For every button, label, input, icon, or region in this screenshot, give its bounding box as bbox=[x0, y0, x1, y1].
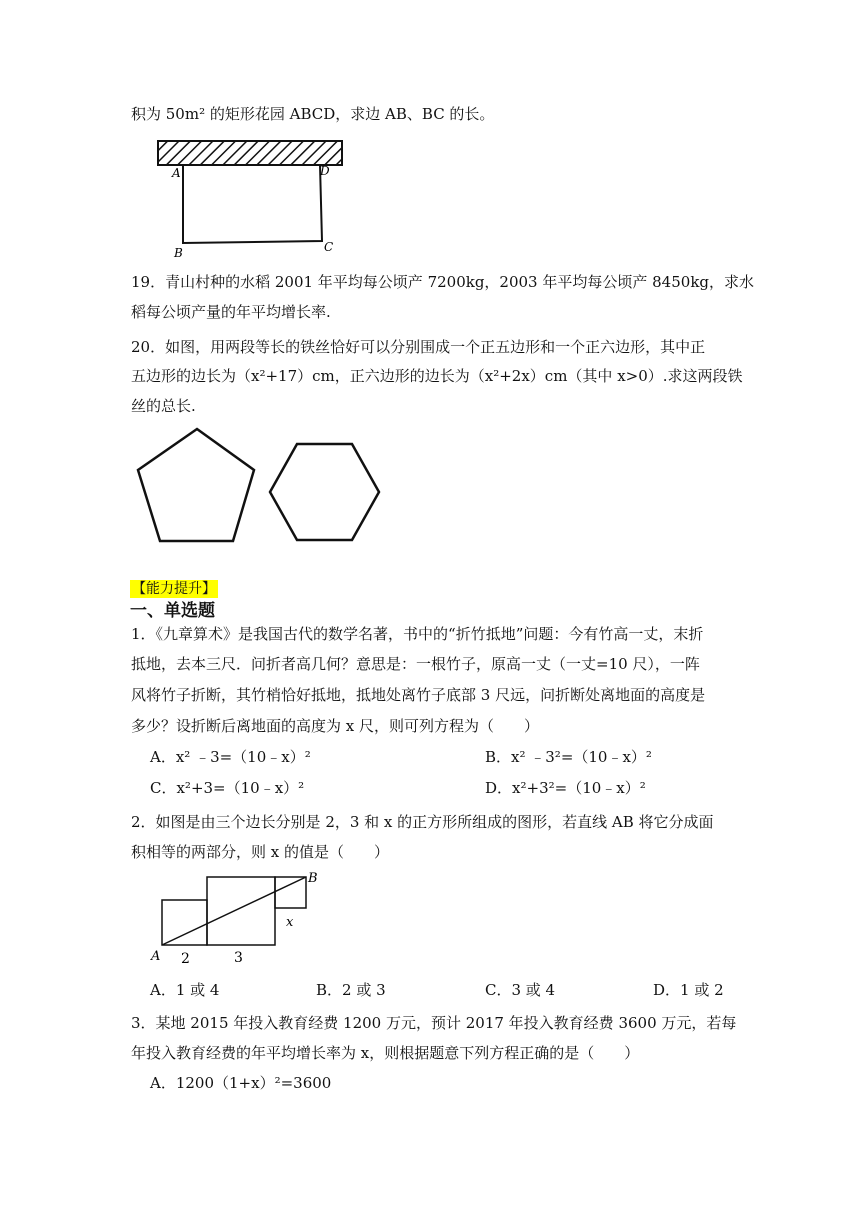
p3-line-1: 3．某地 2015 年投入教育经费 1200 万元，预计 2017 年投入教育经费 3600 万元，若每 bbox=[131, 1014, 737, 1032]
p1-option-c: C．x²+3=（10﹣x）² bbox=[150, 779, 305, 797]
three-squares-figure bbox=[145, 868, 335, 968]
p2-option-a: A．1 或 4 bbox=[150, 981, 220, 999]
pentagon-hexagon-figure bbox=[130, 420, 390, 550]
label-x: x bbox=[286, 915, 294, 930]
rectangle-garden-figure bbox=[150, 135, 350, 260]
p1-option-a: A．x² ﹣3=（10﹣x）² bbox=[150, 748, 311, 766]
p2-option-b: B．2 或 3 bbox=[316, 981, 386, 999]
label-b: B bbox=[308, 871, 318, 886]
square-3 bbox=[207, 877, 275, 945]
problem-text-line: 积为 50m² 的矩形花园 ABCD，求边 AB、BC 的长。 bbox=[131, 105, 495, 123]
label-b: B bbox=[174, 246, 183, 260]
p1-line-4: 多少？设折断后离地面的高度为 x 尺，则可列方程为（ ） bbox=[131, 717, 539, 735]
section-title: 一、单选题 bbox=[130, 601, 215, 621]
label-a: A bbox=[151, 949, 161, 964]
q19-line-1: 19．青山村种的水稻 2001 年平均每公顷产 7200kg，2003 年平均每公顷产 8450kg，求水 bbox=[131, 273, 755, 291]
q20-line-2: 五边形的边长为（x²+17）cm，正六边形的边长为（x²+2x）cm（其中 x>0）.求这两段铁 bbox=[131, 367, 743, 385]
p1-option-b: B．x² ﹣3²=（10﹣x）² bbox=[485, 748, 652, 766]
label-2: 2 bbox=[181, 951, 190, 967]
ability-improvement-tag: 【能力提升】 bbox=[132, 581, 216, 597]
label-c: C bbox=[324, 240, 334, 254]
square-x bbox=[275, 877, 306, 908]
label-d: D bbox=[320, 164, 330, 178]
q20-line-1: 20．如图，用两段等长的铁丝恰好可以分别围成一个正五边形和一个正六边形，其中正 bbox=[131, 338, 706, 356]
p3-line-2: 年投入教育经费的年平均增长率为 x，则根据题意下列方程正确的是（ ） bbox=[131, 1044, 640, 1062]
pentagon-shape bbox=[138, 429, 254, 541]
p2-option-d: D．1 或 2 bbox=[653, 981, 724, 999]
q20-line-3: 丝的总长. bbox=[131, 397, 196, 415]
p3-option-a: A．1200（1+x）²=3600 bbox=[150, 1074, 332, 1092]
label-a: A bbox=[172, 166, 181, 180]
square-2 bbox=[162, 900, 207, 945]
label-3: 3 bbox=[234, 950, 243, 966]
p1-line-3: 风将竹子折断，其竹梢恰好抵地，抵地处离竹子底部 3 尺远，问折断处离地面的高度是 bbox=[131, 686, 706, 704]
hexagon-shape bbox=[270, 444, 379, 540]
p1-line-1: 1．《九章算术》是我国古代的数学名著，书中的“折竹抵地”问题：今有竹高一丈，末折 bbox=[131, 625, 704, 643]
garden-rectangle bbox=[183, 165, 322, 243]
line-ab bbox=[162, 877, 306, 945]
p2-line-1: 2．如图是由三个边长分别是 2，3 和 x 的正方形所组成的图形，若直线 AB 将它分成面 bbox=[131, 813, 714, 831]
q19-line-2: 稻每公顷产量的年平均增长率. bbox=[131, 303, 331, 321]
p1-option-d: D．x²+3²=（10﹣x）² bbox=[485, 779, 646, 797]
p1-line-2: 抵地，去本三尺．问折者高几何？意思是：一根竹子，原高一丈（一丈=10 尺），一阵 bbox=[131, 655, 700, 673]
p2-option-c: C．3 或 4 bbox=[485, 981, 556, 999]
wall-hatch bbox=[158, 141, 342, 165]
p2-line-2: 积相等的两部分，则 x 的值是（ ） bbox=[131, 843, 389, 861]
